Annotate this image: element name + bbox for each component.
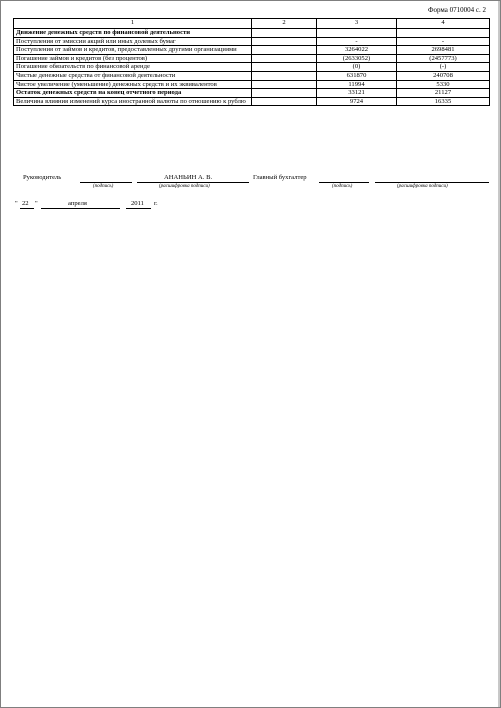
row-current: 3264022	[317, 46, 397, 55]
header-cell-1: 1	[14, 19, 252, 29]
row-current: 33121	[317, 89, 397, 98]
row-previous: 5330	[397, 80, 490, 89]
row-current: 9724	[317, 97, 397, 106]
row-label: Погашение обязательств по финансовой аренде	[14, 63, 252, 72]
date-quote-open: "	[15, 200, 18, 207]
date-year-suffix: г.	[154, 200, 158, 207]
row-code	[252, 71, 317, 80]
row-current	[317, 29, 397, 38]
head-name-line	[137, 182, 249, 183]
head-signature-caption: (подпись)	[93, 184, 114, 189]
header-cell-4: 4	[397, 19, 490, 29]
row-label: Величина влияния изменений курса иностранной валюты по отношению к рублю	[14, 97, 252, 106]
row-previous: (2457773)	[397, 54, 490, 63]
table-row	[14, 54, 490, 63]
row-label: Движение денежных средств по финансовой деятельности	[14, 29, 252, 38]
row-label: Чистые денежные средства от финансовой деятельности	[14, 71, 252, 80]
row-code	[252, 54, 317, 63]
date-day-line	[20, 208, 34, 209]
row-label: Поступления от займов и кредитов, предоставленных другими организациями	[14, 46, 252, 55]
table-row	[14, 63, 490, 72]
row-previous: 16335	[397, 97, 490, 106]
accountant-name-line	[375, 182, 489, 183]
table-row-total	[14, 89, 490, 98]
table-row	[14, 37, 490, 46]
date-month-line	[41, 208, 120, 209]
row-code	[252, 80, 317, 89]
row-previous: (-)	[397, 63, 490, 72]
row-current: 631870	[317, 71, 397, 80]
row-current: (2633052)	[317, 54, 397, 63]
row-current: -	[317, 37, 397, 46]
row-code	[252, 46, 317, 55]
row-previous: 240708	[397, 71, 490, 80]
row-previous: 2698481	[397, 46, 490, 55]
row-label: Остаток денежных средств на конец отчетного периода	[14, 89, 252, 98]
cash-flow-table	[13, 18, 490, 106]
date-day: 22	[22, 200, 29, 207]
table-row-section	[14, 29, 490, 38]
row-label: Погашение займов и кредитов (без процентов)	[14, 54, 252, 63]
date-quote-close: "	[35, 200, 38, 207]
table-row	[14, 46, 490, 55]
head-signature-line	[80, 182, 132, 183]
row-code	[252, 63, 317, 72]
row-code	[252, 89, 317, 98]
date-month: апреля	[68, 200, 87, 207]
row-previous: -	[397, 37, 490, 46]
row-current: (0)	[317, 63, 397, 72]
row-code	[252, 29, 317, 38]
table-row	[14, 97, 490, 106]
table-row	[14, 80, 490, 89]
table-row	[14, 71, 490, 80]
header-cell-2: 2	[252, 19, 317, 29]
row-previous: 21127	[397, 89, 490, 98]
head-label: Руководитель	[23, 174, 62, 181]
chief-accountant-label: Главный бухгалтер	[253, 174, 307, 181]
date-year: 2011	[131, 200, 144, 207]
row-label: Поступления от эмиссии акций или иных долевых бумаг	[14, 37, 252, 46]
row-code	[252, 97, 317, 106]
head-name: АНАНЬИН А. В.	[164, 174, 213, 181]
date-year-line	[126, 208, 151, 209]
row-current: 11994	[317, 80, 397, 89]
accountant-signature-line	[319, 182, 369, 183]
row-label: Чистое увеличение (уменьшение) денежных средств и их эквивалентов	[14, 80, 252, 89]
head-name-caption: (расшифровка подписи)	[159, 184, 210, 189]
row-code	[252, 37, 317, 46]
form-code: Форма 0710004 с. 2	[427, 6, 486, 14]
header-cell-3: 3	[317, 19, 397, 29]
accountant-name-caption: (расшифровка подписи)	[397, 184, 448, 189]
row-previous	[397, 29, 490, 38]
table-header-row	[14, 19, 490, 29]
accountant-signature-caption: (подпись)	[332, 184, 353, 189]
